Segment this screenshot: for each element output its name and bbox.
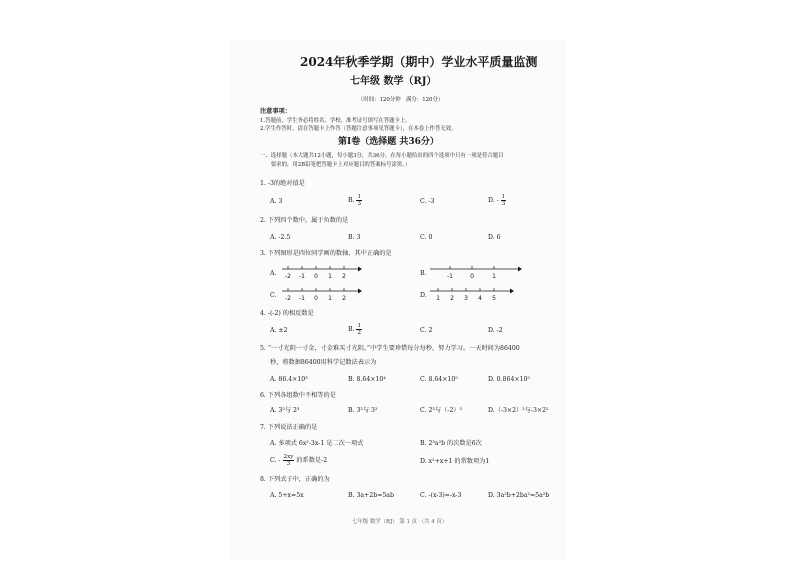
q1-option-c: C. -3 xyxy=(420,198,435,205)
q4-option-d: D. -2 xyxy=(488,327,503,334)
q8-option-c: C. -(x-3)=-x-3 xyxy=(420,492,462,499)
q2-option-b: B. 3 xyxy=(348,234,361,241)
q4-option-b: B. $\frac{1}{2}$ xyxy=(348,323,362,336)
number-line-label: -2 xyxy=(285,273,291,280)
q8-stem: 8. 下列式子中，正确的为 xyxy=(260,476,330,483)
q5-stem: 5. “一寸光阴一寸金，寸金难买寸光阴。”中学生要珍惜每分每秒，努力学习。一天时间为86400 xyxy=(260,345,520,352)
q3-option-b: B. xyxy=(420,270,427,277)
number-line-label: -2 xyxy=(285,295,291,302)
number-line-c xyxy=(280,284,362,304)
number-line-label: -1 xyxy=(299,273,305,280)
number-line-label: 3 xyxy=(464,295,468,302)
part1-heading: 第Ⅰ卷（选择题 共36分） xyxy=(338,137,439,147)
q1-option-a: A. 3 xyxy=(270,198,283,205)
part1-intro-2: 要求的，用2B铅笔把答题卡上对应题目的答案标号涂黑。） xyxy=(260,162,411,168)
q5-option-c: C. 8.64×10⁵ xyxy=(420,376,458,383)
q5-option-a: A. 86.4×10³ xyxy=(270,376,308,383)
notes-heading: 注意事项： xyxy=(260,108,291,115)
number-line-label: 0 xyxy=(470,273,474,280)
number-line-label: -1 xyxy=(447,273,453,280)
q1-option-d: D. - $\frac{1}{3}$ xyxy=(488,194,506,207)
part1-intro-1: 一、选择题（本大题共12小题，每小题3分，共36分。在每小题给出的四个选项中只有一项是符合题目 xyxy=(260,153,504,159)
q5-option-b: B. 8.64×10⁴ xyxy=(348,376,386,383)
number-line-label: 0 xyxy=(314,273,318,280)
q5-option-d: D. 0.864×10⁵ xyxy=(488,376,530,383)
notes-line-2: 2.学生作答时，请在答题卡上作答（答题注意事项见答题卡），在本卷上作答无效。 xyxy=(260,126,457,132)
q7-option-d: D. x²+x+1 的常数项为1 xyxy=(420,458,490,465)
q6-stem: 6. 下列各组数中不相等的是 xyxy=(260,392,336,399)
q2-option-d: D. 6 xyxy=(488,234,501,241)
q5-stem-2: 秒，将数据86400用科学记数法表示为 xyxy=(270,359,377,366)
notes-line-1: 1.答题前，学生务必将姓名、学校、准考证号填写在答题卡上。 xyxy=(260,118,411,124)
q8-option-d: D. 3a²b+2ba²=5a²b xyxy=(488,492,550,499)
q1-option-b: B. $\frac{1}{3}$ xyxy=(348,194,362,207)
q1-stem: 1. -3的绝对值是 xyxy=(260,180,305,187)
number-line-label: 2 xyxy=(342,295,346,302)
q3-stem: 3. 下列图形是四位同学画的数轴，其中正确的是 xyxy=(260,250,392,257)
exam-title: 2024年秋季学期（期中）学业水平质量监测 xyxy=(300,55,538,69)
q4-stem: 4. -(-2) 的相反数是 xyxy=(260,310,314,317)
number-line-label: 5 xyxy=(492,295,496,302)
exam-page xyxy=(230,40,566,560)
time-score-info: （时间：120分钟 满分：120分） xyxy=(358,97,444,103)
number-line-d xyxy=(428,284,514,304)
number-line-label: 2 xyxy=(342,273,346,280)
q3-option-a: A. xyxy=(270,270,277,277)
q8-option-b: B. 3a+2b=5ab xyxy=(348,492,394,499)
q4-option-c: C. 2 xyxy=(420,327,433,334)
q7-option-b: B. 2³a²b 的次数是6次 xyxy=(420,440,482,447)
q2-stem: 2. 下列四个数中，属于负数的是 xyxy=(260,217,349,224)
q6-option-a: A. 3²与 2³ xyxy=(270,407,300,414)
q6-option-d: D.（-3×2）²与-3×2² xyxy=(488,407,549,414)
q2-option-c: C. 0 xyxy=(420,234,433,241)
number-line-label: 1 xyxy=(328,295,332,302)
number-line-label: 1 xyxy=(436,295,440,302)
number-line-label: -1 xyxy=(299,295,305,302)
q7-stem: 7. 下列说法正确的是 xyxy=(260,424,318,431)
q6-option-b: B. 3²与 3² xyxy=(348,407,378,414)
number-line-label: 1 xyxy=(328,273,332,280)
number-line-b xyxy=(428,262,522,282)
q8-option-a: A. 5+x=5x xyxy=(270,492,304,499)
q3-option-d: D. xyxy=(420,292,427,299)
number-line-label: 2 xyxy=(450,295,454,302)
q7-option-a: A. 多项式 6x²-3x-1 是二次一项式 xyxy=(270,440,364,447)
q4-option-a: A. ±2 xyxy=(270,327,288,334)
number-line-a xyxy=(280,262,362,282)
number-line-label: 1 xyxy=(492,273,496,280)
exam-subtitle: 七年级 数学（RJ） xyxy=(350,76,437,87)
number-line-label: 0 xyxy=(314,295,318,302)
q6-option-c: C. 2³与（-2）³ xyxy=(420,407,462,414)
q3-option-c: C. xyxy=(270,292,277,299)
page-footer: 七年级 数学（RJ） 第 1 页 （共 4 页） xyxy=(352,519,448,525)
q2-option-a: A. -2.5 xyxy=(270,234,291,241)
q7-option-c: C. - $\frac{2xy}{3}$ 的系数是-2 xyxy=(270,454,328,467)
number-line-label: 4 xyxy=(478,295,482,302)
